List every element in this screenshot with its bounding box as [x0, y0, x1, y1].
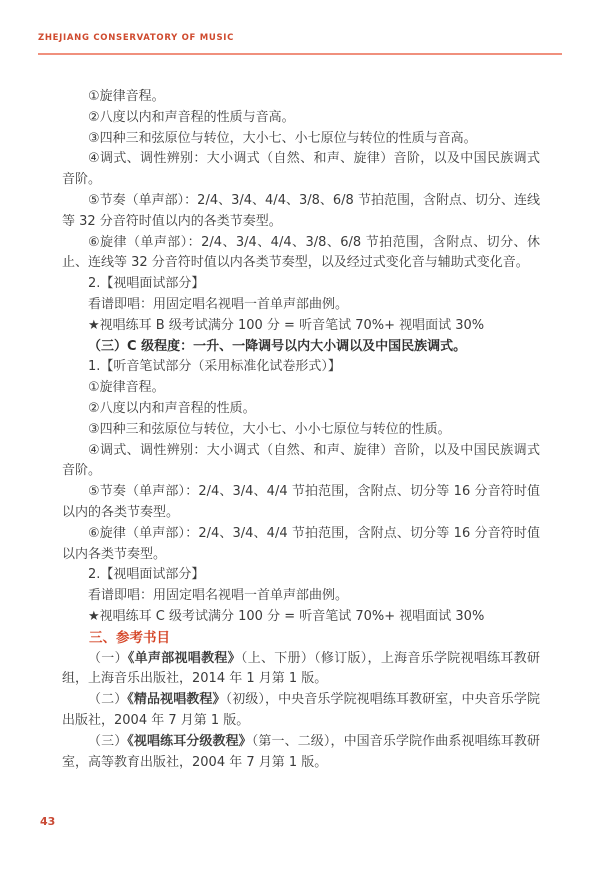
- header-divider: [38, 53, 562, 55]
- paragraph: [62, 565, 540, 586]
- text-segment: ★视唱练耳 B 级考试满分 100 分 = 听音笔试 70%+ 视唱面试 30%: [88, 317, 485, 333]
- document-body: [62, 87, 540, 773]
- text-segment: ⑤节奏（单声部）：2/4、3/4、4/4 节拍范围，含附点、切分等 16 分音符时值以内的各类节奏型。: [62, 484, 540, 520]
- book-title: 《精品视唱教程》: [127, 692, 226, 708]
- paragraph: [62, 357, 540, 378]
- text-segment: （第一、二级），中国音乐学院作曲系视唱练耳教研室，高等教育出版社，2004 年 7 月第 1 版。: [62, 733, 540, 770]
- paragraph: [62, 649, 540, 691]
- paragraph: [62, 420, 540, 441]
- book-title: 《视唱练耳分级教程》: [127, 733, 252, 749]
- section-heading: [62, 628, 540, 649]
- paragraph: [62, 191, 540, 233]
- text-segment: ⑥旋律（单声部）：2/4、3/4、4/4 节拍范围，含附点、切分等 16 分音符时值以内各类节奏型。: [62, 525, 540, 562]
- paragraph: [62, 732, 540, 774]
- paragraph: [62, 399, 540, 420]
- text-segment: ④调式、调性辨别：大小调式（自然、和声、旋律）音阶，以及中国民族调式音阶。: [62, 151, 540, 188]
- text-segment: （上、下册）（修订版），上海音乐学院视唱练耳教研组，上海音乐出版社，2014 年 1 月第 1 版。: [62, 650, 540, 687]
- paragraph: [62, 87, 540, 108]
- page-number: 43: [40, 815, 56, 828]
- paragraph: [62, 378, 540, 399]
- text-segment: （初级），中央音乐学院视唱练耳教研室，中央音乐学院出版社，2004 年 7 月第 1 版。: [62, 692, 540, 728]
- text-segment: （三）: [88, 733, 128, 749]
- page-title: ZHEJIANG CONSERVATORY OF MUSIC: [38, 33, 235, 43]
- paragraph: [62, 524, 540, 566]
- paragraph: [62, 108, 540, 129]
- text-segment: ★视唱练耳 C 级考试满分 100 分 = 听音笔试 70%+ 视唱面试 30%: [88, 608, 485, 624]
- text-segment: （三）C 级程度：一升、一降调号以内大小调以及中国民族调式。: [88, 338, 467, 354]
- text-segment: 三、参考书目: [89, 629, 170, 646]
- paragraph: [62, 607, 540, 628]
- text-segment: （二）: [88, 692, 128, 708]
- text-segment: 2.【视唱面试部分】: [88, 567, 205, 583]
- text-segment: 2.【视唱面试部分】: [88, 276, 205, 292]
- book-title: 《单声部视唱教程》: [127, 650, 241, 666]
- text-segment: ④调式、调性辨别：大小调式（自然、和声、旋律）音阶，以及中国民族调式音阶。: [62, 442, 540, 479]
- text-segment: 看谱即唱：用固定唱名视唱一首单声部曲例。: [88, 588, 349, 604]
- paragraph: [62, 295, 540, 316]
- text-segment: 看谱即唱：用固定唱名视唱一首单声部曲例。: [88, 296, 349, 312]
- paragraph: [62, 441, 540, 483]
- subsection-heading: [62, 337, 540, 358]
- text-segment: ③四种三和弦原位与转位，大小七、小七原位与转位的性质与音高。: [88, 130, 477, 146]
- paragraph: [62, 129, 540, 150]
- paragraph: [62, 586, 540, 607]
- paragraph: [62, 274, 540, 295]
- text-segment: （一）: [88, 650, 128, 666]
- paragraph: [62, 482, 540, 524]
- paragraph: [62, 233, 540, 275]
- paragraph: [62, 690, 540, 732]
- text-segment: 1.【听音笔试部分（采用标准化试卷形式）】: [88, 359, 341, 375]
- text-segment: ①旋律音程。: [88, 89, 165, 104]
- text-segment: ①旋律音程。: [88, 380, 165, 396]
- text-segment: ⑥旋律（单声部）：2/4、3/4、4/4、3/8、6/8 节拍范围，含附点、切分、休止、连线等 32 分音符时值以内各类节奏型，以及经过式变化音与辅助式变化音。: [62, 234, 540, 271]
- paragraph: [62, 149, 540, 191]
- text-segment: ②八度以内和声音程的性质与音高。: [88, 109, 295, 125]
- paragraph: [62, 316, 540, 337]
- text-segment: ③四种三和弦原位与转位，大小七、小小七原位与转位的性质。: [88, 421, 451, 437]
- text-segment: ②八度以内和声音程的性质。: [88, 400, 256, 416]
- text-segment: ⑤节奏（单声部）：2/4、3/4、4/4、3/8、6/8 节拍范围，含附点、切分、连线等 32 分音符时值以内的各类节奏型。: [62, 192, 540, 229]
